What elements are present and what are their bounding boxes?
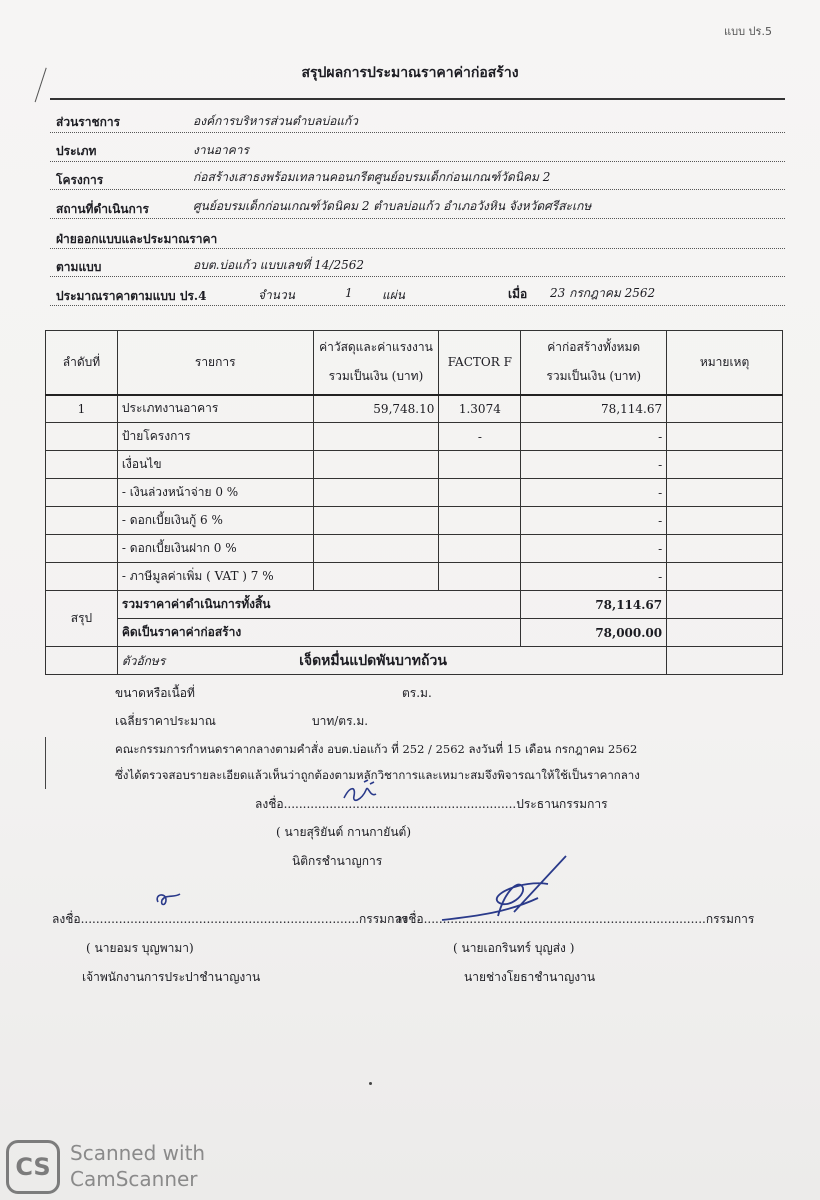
agency-label: ส่วนราชการ [56, 115, 121, 129]
construction-value: 78,000.00 [521, 619, 667, 647]
cell-item: - ภาษีมูลค่าเพิ่ม ( VAT ) 7 % [117, 563, 313, 591]
agency-value: องค์การบริหารส่วนตำบลบ่อแก้ว [193, 114, 359, 128]
cell-remark [667, 591, 783, 619]
size-unit: ตร.ม. [402, 686, 432, 700]
dust-dot [369, 1082, 372, 1085]
table-row [46, 535, 783, 563]
words-value: เจ็ดหมื่นแปดพันบาทถ้วน [299, 652, 447, 669]
row-divider [50, 132, 785, 133]
table-header [46, 331, 783, 395]
cell-material [313, 479, 439, 507]
row-divider [50, 248, 785, 249]
cell-factor [439, 507, 521, 535]
cell-item: ประเภทงานอาคาร [117, 395, 313, 423]
location-value: ศูนย์อบรมเด็กก่อนเกณฑ์วัดนิคม 2 ตำบลบ่อแก้ว อำเภอวังหิน จังหวัดศรีสะเกษ [193, 199, 592, 213]
table-row [46, 423, 783, 451]
estimate-date: 23 กรกฎาคม 2562 [550, 286, 656, 300]
size-label: ขนาดหรือเนื้อที่ [115, 686, 195, 700]
avg-unit: บาท/ตร.ม. [312, 714, 369, 728]
cell-factor: - [439, 423, 521, 451]
summary-construction-row [46, 619, 783, 647]
estimate-date-label: เมื่อ [508, 287, 528, 301]
estimate-unit: แผ่น [382, 288, 405, 302]
drawing-label: ตามแบบ [56, 260, 102, 274]
cell-material [313, 535, 439, 563]
words-label: ตัวอักษร [121, 653, 166, 668]
table-row [46, 563, 783, 591]
cell-total: 78,114.67 [521, 395, 667, 423]
table-row [46, 507, 783, 535]
cell-item: ป้ายโครงการ [117, 423, 313, 451]
title-divider [50, 98, 785, 100]
summary-label: สรุป [46, 591, 118, 647]
chair-name: ( นายสุริยันต์ กานกายันต์) [276, 825, 411, 839]
project-value: ก่อสร้างเสาธงพร้อมเทลานคอนกรีตศูนย์อบรมเด็กก่อนเกณฑ์วัดนิคม 2 [193, 170, 551, 184]
cell-no [46, 563, 118, 591]
cell-remark [667, 451, 783, 479]
cell-material [313, 507, 439, 535]
header-total-line2: รวมเป็นเงิน (บาท) [546, 369, 642, 384]
cell-no: 1 [46, 395, 118, 423]
row-divider [50, 189, 785, 190]
left-member-signature [150, 890, 190, 916]
type-label: ประเภท [56, 144, 97, 158]
row-divider [50, 305, 785, 306]
header-item: รายการ [117, 331, 313, 395]
chair-sign-line: ลงชื่อ.............................................................ประธานกรรมการ [255, 797, 608, 811]
location-label: สถานที่ดำเนินการ [56, 202, 149, 216]
cell-blank [46, 647, 118, 675]
table-row [46, 395, 783, 423]
cell-no [46, 451, 118, 479]
header-factor: FACTOR F [439, 331, 521, 395]
committee-line-2: ซึ่งได้ตรวจสอบรายละเอียดแล้วเห็นว่าถูกต้องตามหลักวิชาการและเหมาะสมจึงพิจารณาให้ใช้เป็นราคากลาง [115, 768, 640, 782]
estimate-count: 1 [345, 286, 353, 300]
chair-position: นิติกรชำนาญการ [292, 854, 383, 868]
summary-words-row [46, 647, 783, 675]
cell-total: - [521, 479, 667, 507]
document-title: สรุปผลการประมาณราคาค่าก่อสร้าง [301, 65, 519, 81]
avg-label: เฉลี่ยราคาประมาณ [115, 714, 216, 728]
camscanner-watermark-text: Scanned with CamScanner [70, 1141, 206, 1191]
cell-item: - ดอกเบี้ยเงินกู้ 6 % [117, 507, 313, 535]
right-member-sign-line: ลงชื่อ..........................................................................กรรมการ [395, 912, 755, 926]
header-no: ลำดับที่ [46, 331, 118, 395]
cell-factor [439, 451, 521, 479]
cell-material: 59,748.10 [313, 395, 439, 423]
cell-remark [667, 619, 783, 647]
margin-pen-mark [45, 737, 46, 789]
left-member-position: เจ้าพนักงานการประปาชำนาญงาน [82, 970, 261, 984]
cell-factor: 1.3074 [439, 395, 521, 423]
type-value: งานอาคาร [193, 143, 249, 157]
row-divider [50, 276, 785, 277]
right-member-position: นายช่างโยธาชำนาญงาน [464, 970, 596, 984]
cell-total: - [521, 423, 667, 451]
table-row [46, 479, 783, 507]
form-code: แบบ ปร.5 [724, 25, 772, 38]
header-remark: หมายเหตุ [667, 331, 783, 395]
cell-no [46, 507, 118, 535]
cell-material [313, 451, 439, 479]
right-member-name: ( นายเอกรินทร์ บุญส่ง ) [453, 941, 575, 955]
cell-total: - [521, 507, 667, 535]
summary-total-row [46, 591, 783, 619]
project-label: โครงการ [56, 173, 104, 187]
header-material-line2: รวมเป็นเงิน (บาท) [328, 369, 424, 384]
estimate-count-label: จำนวน [258, 288, 295, 302]
cell-material [313, 423, 439, 451]
cell-remark [667, 535, 783, 563]
drawing-value: อบต.บ่อแก้ว แบบเลขที่ 14/2562 [193, 258, 365, 272]
cell-remark [667, 647, 783, 675]
cell-total: - [521, 451, 667, 479]
cell-remark [667, 479, 783, 507]
chair-signature [340, 778, 390, 808]
left-member-sign-line: ลงชื่อ.........................................................................กรรมการ [52, 912, 408, 926]
header-material-line1: ค่าวัสดุและค่าแรงงาน [319, 340, 433, 355]
header-total [521, 331, 667, 395]
design-dept-label: ฝ่ายออกแบบและประมาณราคา [56, 232, 218, 246]
cell-remark [667, 563, 783, 591]
cell-total: - [521, 535, 667, 563]
left-member-name: ( นายอมร บุญพามา) [86, 941, 194, 955]
estimate-label: ประมาณราคาตามแบบ ปร.4 [56, 289, 207, 303]
cell-material [313, 563, 439, 591]
cell-remark [667, 423, 783, 451]
cell-item: - เงินล่วงหน้าจ่าย 0 % [117, 479, 313, 507]
committee-line-1: คณะกรรมการกำหนดราคากลางตามคำสั่ง อบต.บ่อแก้ว ที่ 252 / 2562 ลงวันที่ 15 เดือน กรกฎาคม 2562 [115, 742, 638, 756]
cell-remark [667, 395, 783, 423]
row-divider [50, 218, 785, 219]
camscanner-logo-icon: CS [6, 1140, 60, 1194]
summary-total-label: รวมราคาค่าดำเนินการทั้งสิ้น [117, 591, 520, 619]
construction-label: คิดเป็นราคาค่าก่อสร้าง [117, 619, 520, 647]
cell-item: - ดอกเบี้ยเงินฝาก 0 % [117, 535, 313, 563]
cell-factor [439, 479, 521, 507]
cell-item: เงื่อนไข [117, 451, 313, 479]
table-row [46, 451, 783, 479]
cell-remark [667, 507, 783, 535]
header-material [313, 331, 439, 395]
cell-no [46, 423, 118, 451]
cell-factor [439, 535, 521, 563]
cell-factor [439, 563, 521, 591]
words-cell [117, 647, 666, 675]
header-total-line1: ค่าก่อสร้างทั้งหมด [547, 340, 641, 355]
cell-total: - [521, 563, 667, 591]
cell-no [46, 535, 118, 563]
cost-summary-table [45, 330, 783, 675]
cell-no [46, 479, 118, 507]
right-member-signature [438, 850, 578, 930]
row-divider [50, 161, 785, 162]
summary-total-value: 78,114.67 [521, 591, 667, 619]
